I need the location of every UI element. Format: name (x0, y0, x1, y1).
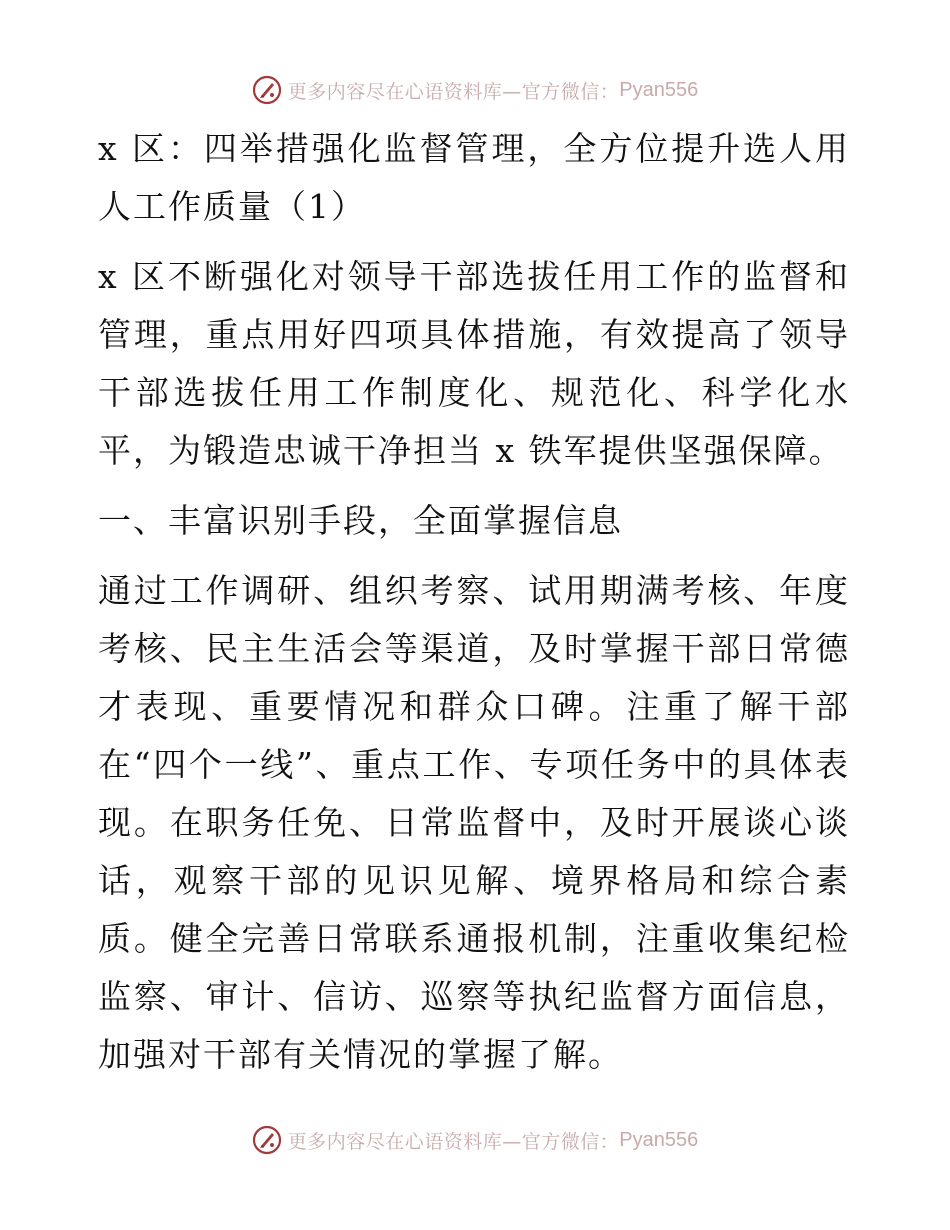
quill-pen-logo-icon (252, 1125, 282, 1155)
quill-pen-logo-icon (252, 75, 282, 105)
watermark-text: 更多内容尽在心语资料库—官方微信： (287, 80, 620, 103)
intro-paragraph: x 区不断强化对领导干部选拔任用工作的监督和管理，重点用好四项具体措施，有效提高了领导干部选拔任用工作制度化、规范化、科学化水平，为锻造忠诚干净担当 x 铁军提供坚强保障。 (98, 257, 850, 470)
document-body (98, 120, 850, 1096)
watermark-wechat-id: Pyan556 (619, 78, 699, 101)
watermark-text: 更多内容尽在心语资料库—官方微信： (287, 1130, 620, 1153)
section-1-body: 通过工作调研、组织考察、试用期满考核、年度考核、民主生活会等渠道，及时掌握干部日常德才表现、重要情况和群众口碑。注重了解干部在“四个一线”、重点工作、专项任务中的具体表现。在职务任免、日常监督中，及时开展谈心谈话，观察干部的见识见解、境界格局和综合素质。健全完善日常联系通报机制，注重收集纪检监察、审计、信访、巡察等执纪监督方面信息，加强对干部有关情况的掌握了解。 (98, 571, 850, 1074)
footer-watermark (0, 1120, 950, 1160)
header-watermark (0, 70, 950, 110)
watermark-wechat-id: Pyan556 (619, 1128, 699, 1151)
document-title: x 区：四举措强化监督管理，全方位提升选人用人工作质量（1） (98, 129, 850, 226)
section-1-heading: 一、丰富识别手段，全面掌握信息 (98, 501, 623, 540)
